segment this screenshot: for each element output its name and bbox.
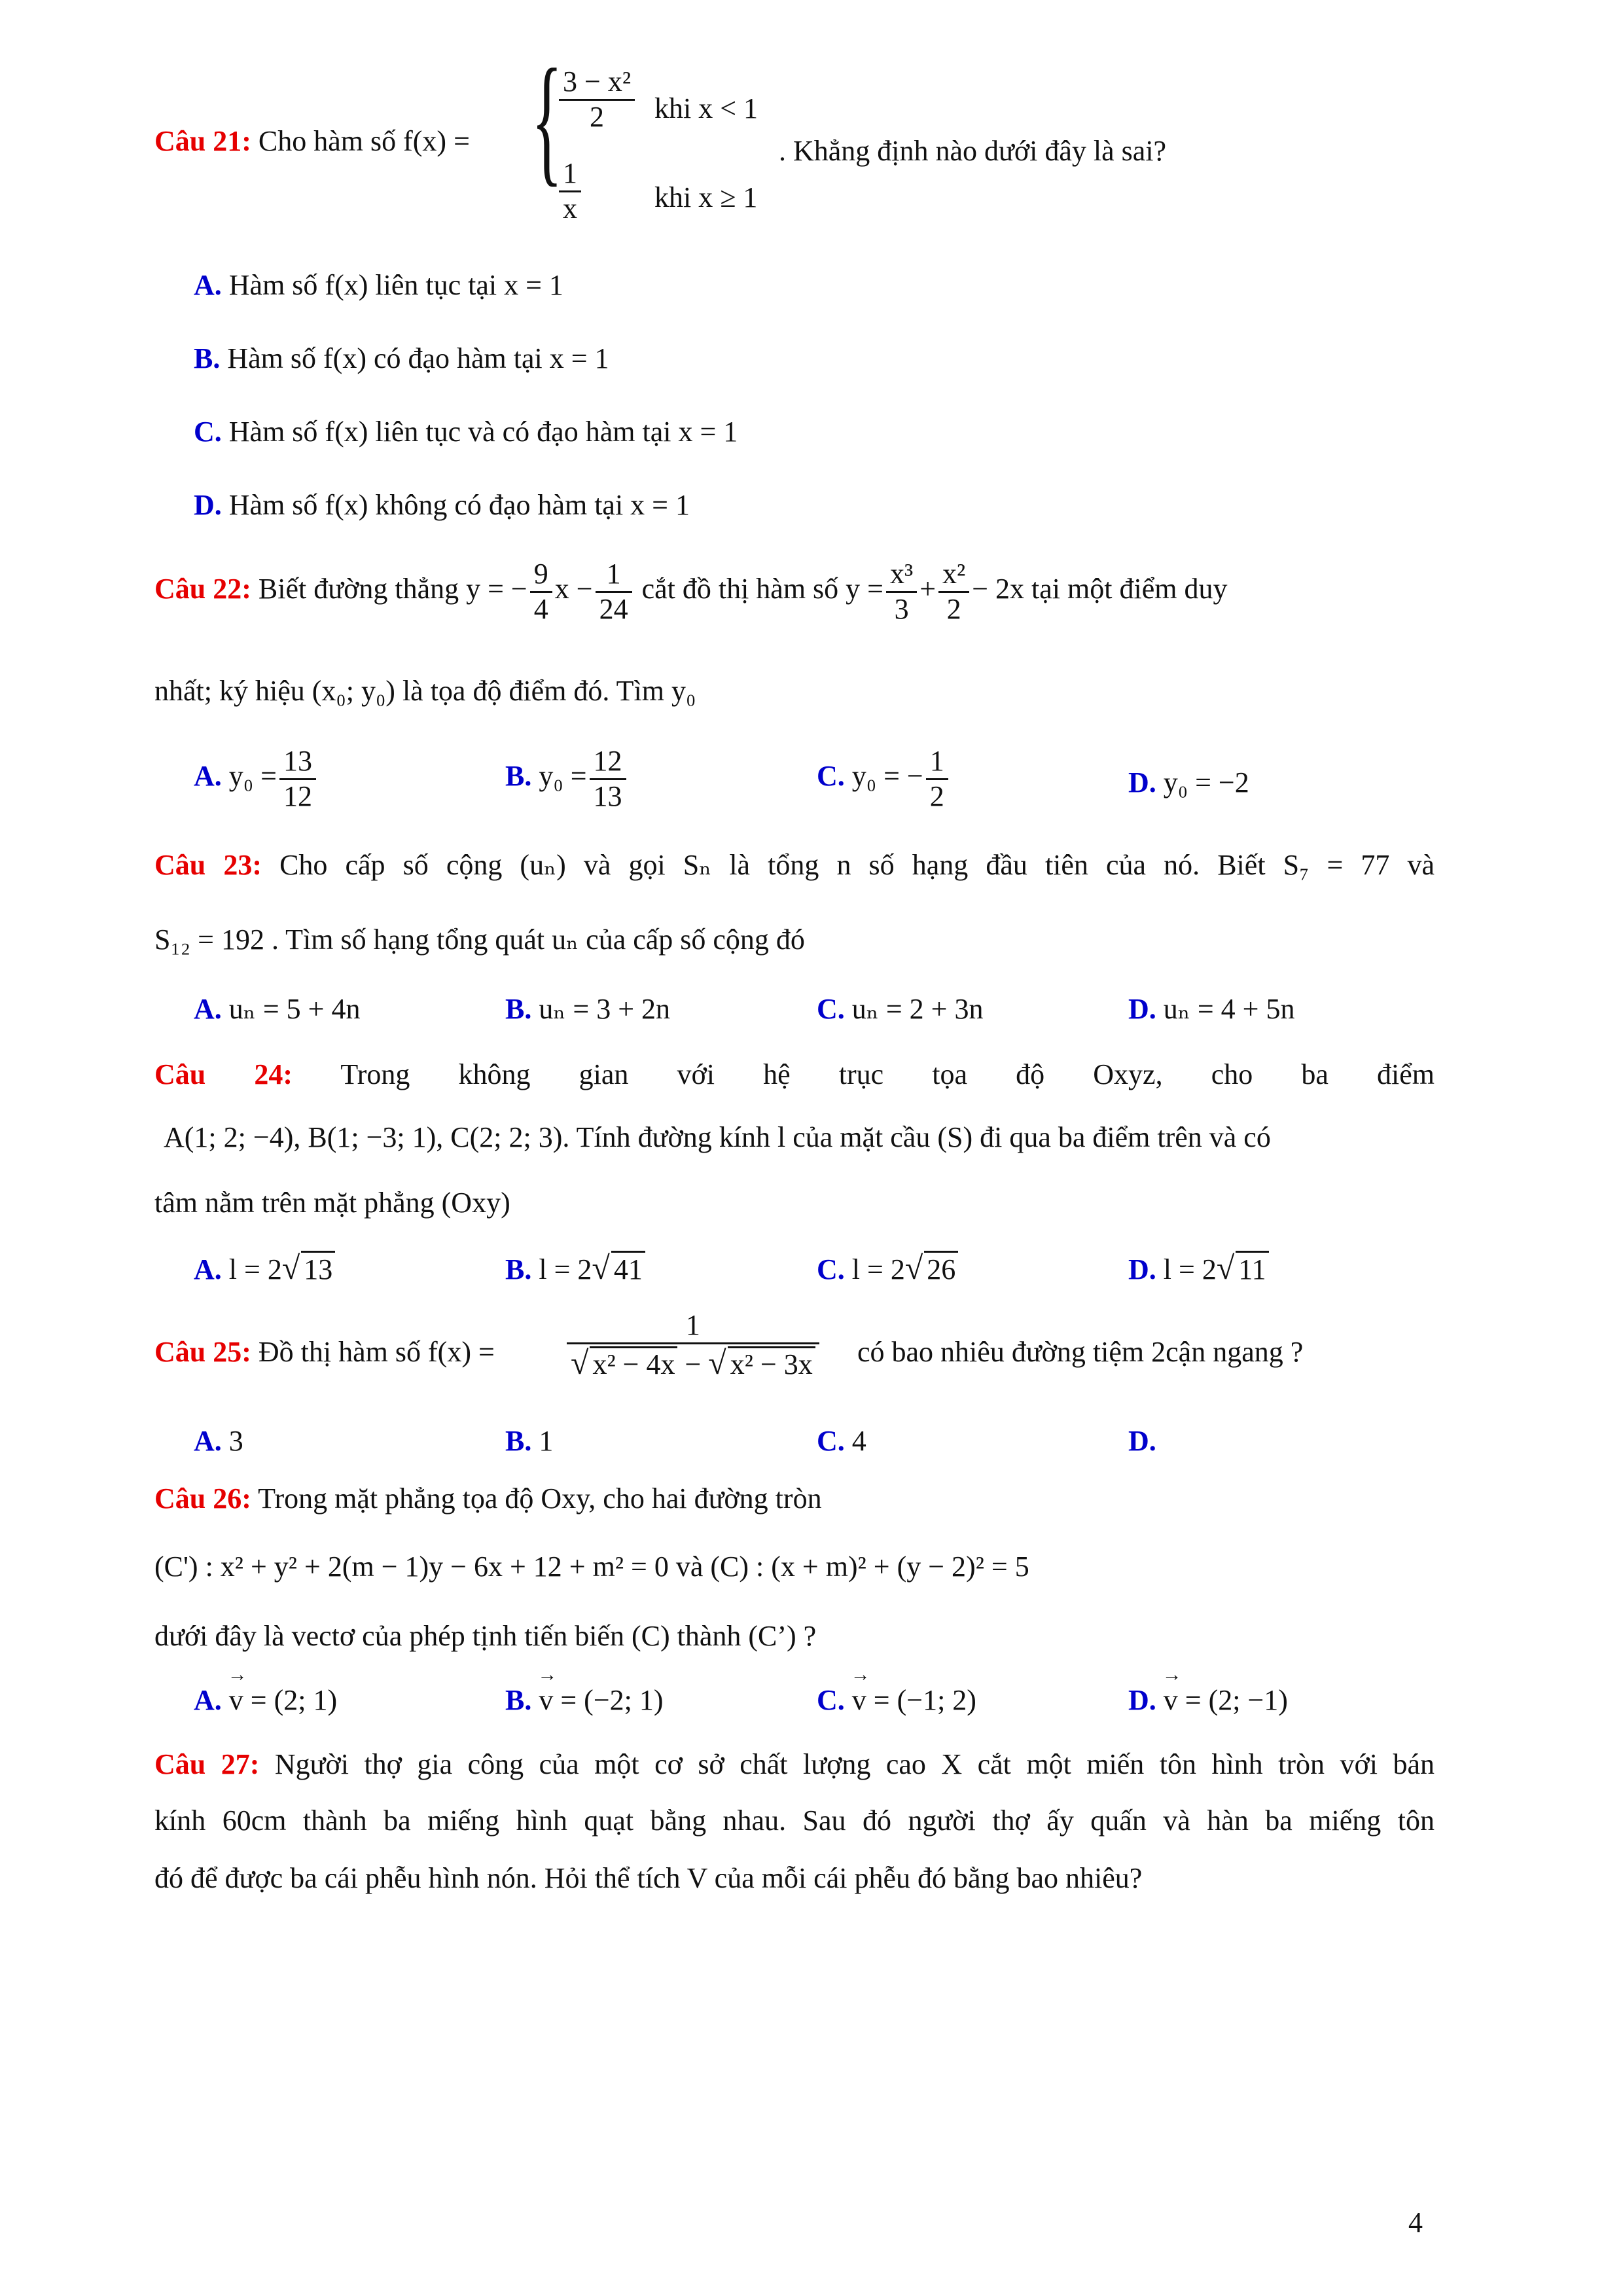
q22-option-a [194, 745, 319, 813]
option-text: = (2; −1) [1177, 1684, 1288, 1716]
radicand: x² − 4x [590, 1346, 677, 1382]
numerator: 13 [279, 745, 316, 780]
radicand: 11 [1236, 1251, 1268, 1286]
q21-stem [154, 124, 470, 158]
q25-option-c [817, 1424, 866, 1458]
option-text: y₀ = [539, 760, 587, 793]
q27-label: Câu 27: [154, 1748, 260, 1780]
q23-label: Câu 23: [154, 849, 262, 881]
option-label: B. [505, 1425, 532, 1457]
radicand: 41 [611, 1251, 645, 1286]
q21-option-a [194, 268, 563, 302]
sqrt-icon: √ [571, 1344, 589, 1381]
numerator: x² [938, 558, 969, 593]
q21-piece1-condition: khi x < 1 [654, 92, 758, 124]
q22-fraction-x2-2 [938, 558, 969, 626]
option-text: l = 2 [1163, 1253, 1217, 1285]
option-label: D. [194, 489, 222, 521]
option-text: 4 [851, 1425, 866, 1457]
option-label: A. [194, 1684, 222, 1716]
q21-option-b [194, 342, 609, 375]
q25-stem [154, 1335, 495, 1369]
denominator: √ x² − 4x − √ x² − 3x [567, 1344, 819, 1382]
vector-v: → v [1164, 1683, 1178, 1717]
option-label: A. [194, 269, 222, 301]
q21-piece2-condition: khi x ≥ 1 [654, 181, 758, 213]
numerator: 1 [926, 745, 948, 780]
q22-stem-line2: nhất; ký hiệu (x₀; y₀) là tọa độ điểm đó. Tìm y₀ [154, 675, 696, 707]
q27-stem-line2 [154, 1804, 1435, 1837]
q25-fraction [567, 1309, 819, 1382]
option-label: B. [505, 993, 532, 1025]
option-label: B. [505, 1253, 532, 1285]
radicand: 26 [924, 1251, 958, 1286]
sqrt-icon: √ [1216, 1249, 1235, 1286]
q22-text: cắt đồ thị hàm số y = [634, 573, 883, 605]
numerator: 1 [596, 558, 632, 593]
option-text: = (2; 1) [243, 1684, 338, 1716]
q22-text: x − [554, 573, 593, 605]
option-label: C. [194, 416, 222, 448]
q24-stem-line3: tâm nằm trên mặt phẳng (Oxy) [154, 1187, 510, 1219]
option-label: A. [194, 760, 222, 793]
option-text: y₀ = [228, 760, 277, 793]
q21-brace: { [531, 39, 563, 199]
q23-option-c [817, 992, 983, 1026]
q25-option-b [505, 1424, 553, 1458]
option-text: l = 2 [851, 1253, 905, 1285]
q21-piece1-fraction [559, 65, 635, 134]
option-text: y₀ = − [851, 760, 923, 793]
q27-text: kính 60cm thành ba miếng hình quạt bằng nhau. Sau đó người thợ ấy quấn và hàn ba miếng tôn [154, 1804, 1435, 1837]
denominator: 3 [894, 592, 909, 625]
denominator: 4 [533, 592, 548, 625]
option-text: 1 [539, 1425, 554, 1457]
q21-piece1-numerator: 3 − x² [559, 65, 635, 101]
option-label: C. [817, 1253, 845, 1285]
q21-option-c [194, 415, 738, 448]
denominator: 2 [946, 592, 961, 625]
q22-label: Câu 22: [154, 573, 251, 605]
q26-option-b [505, 1683, 664, 1717]
q24-text: Trong không gian với hệ trục tọa độ Oxyz, cho ba điểm [340, 1058, 1435, 1090]
option-text: l = 2 [539, 1253, 592, 1285]
q23-stem-line2: S₁₂ = 192 . Tìm số hạng tổng quát uₙ của cấp số cộng đó [154, 924, 805, 956]
option-text: Hàm số f(x) liên tục và có đạo hàm tại x = 1 [228, 416, 738, 448]
q21-label: Câu 21: [154, 125, 251, 157]
option-label: D. [1128, 1253, 1156, 1285]
option-label: B. [194, 342, 221, 374]
option-label: D. [1128, 993, 1156, 1025]
option-label: C. [817, 993, 845, 1025]
option-fraction [590, 745, 626, 813]
q22-fraction-9-4 [530, 558, 552, 626]
page-number: 4 [1408, 2206, 1423, 2238]
denominator: 24 [599, 592, 628, 625]
sqrt-icon: √ [708, 1344, 726, 1381]
option-fraction [926, 745, 948, 813]
radicand: x² − 3x [728, 1346, 815, 1382]
option-text: uₙ = 2 + 3n [851, 993, 984, 1025]
denominator: 13 [593, 780, 622, 812]
sqrt-icon: √ [592, 1249, 610, 1286]
q25-intro: Đồ thị hàm số f(x) = [258, 1336, 495, 1368]
q22-option-b [505, 745, 629, 813]
radicand: 13 [301, 1251, 335, 1286]
vector-v: → v [229, 1683, 243, 1717]
q26-option-c [817, 1683, 976, 1717]
option-text: y₀ = −2 [1163, 766, 1249, 798]
option-label: D. [1128, 1684, 1156, 1716]
option-text: uₙ = 3 + 2n [539, 993, 671, 1025]
vector-v: → v [852, 1683, 866, 1717]
q23-text: Cho cấp số cộng (uₙ) và gọi Sₙ là tổng n số hạng đầu tiên của nó. Biết S₇ = 77 và [279, 849, 1435, 881]
vector-v: → v [539, 1683, 553, 1717]
q22-option-c [817, 745, 951, 813]
q26-option-d [1128, 1683, 1288, 1717]
option-label: C. [817, 1425, 845, 1457]
q26-stem-line1 [154, 1482, 822, 1515]
q25-option-d [1128, 1424, 1156, 1458]
q27-stem-line1 [154, 1748, 1435, 1781]
option-label: A. [194, 1425, 222, 1457]
q21-piece2-denominator: x [563, 192, 577, 224]
option-text: Hàm số f(x) liên tục tại x = 1 [228, 269, 563, 301]
q26-option-a [194, 1683, 337, 1717]
q21-piece2-numerator: 1 [559, 157, 581, 192]
sqrt-icon: √ [281, 1249, 300, 1286]
q22-option-d [1128, 766, 1249, 799]
option-text: uₙ = 4 + 5n [1163, 993, 1295, 1025]
option-text: Hàm số f(x) có đạo hàm tại x = 1 [227, 342, 609, 374]
q23-option-d [1128, 992, 1294, 1026]
denominator: 2 [929, 780, 944, 812]
denominator: 12 [283, 780, 312, 812]
q23-option-b [505, 992, 670, 1026]
numerator: 1 [567, 1309, 819, 1344]
q24-stem-line2: A(1; 2; −4), B(1; −3; 1), C(2; 2; 3). Tính đường kính l của mặt cầu (S) đi qua ba điểm trên và có [164, 1121, 1271, 1153]
option-label: B. [505, 1684, 532, 1716]
option-label: B. [505, 760, 532, 793]
q26-label: Câu 26: [154, 1482, 251, 1515]
q24-option-c [817, 1249, 958, 1287]
option-label: A. [194, 1253, 222, 1285]
q24-option-a [194, 1249, 335, 1287]
sqrt-icon: √ [904, 1249, 923, 1286]
q22-text: Biết đường thẳng y = − [258, 573, 527, 605]
option-text: uₙ = 5 + 4n [228, 993, 361, 1025]
option-text: 3 [228, 1425, 243, 1457]
q27-stem-line3: đó để được ba cái phễu hình nón. Hỏi thể tích V của mỗi cái phễu đó bằng bao nhiêu? [154, 1862, 1143, 1894]
q21-intro: Cho hàm số f(x) = [258, 125, 470, 157]
q23-option-a [194, 992, 360, 1026]
q21-piece2-fraction [559, 157, 581, 225]
q23-stem-line1 [154, 848, 1435, 882]
q21-option-d [194, 488, 690, 522]
option-label: D. [1128, 766, 1156, 798]
option-label: A. [194, 993, 222, 1025]
q25-label: Câu 25: [154, 1336, 251, 1368]
option-text: l = 2 [228, 1253, 282, 1285]
option-text: = (−1; 2) [866, 1684, 976, 1716]
q25-option-a [194, 1424, 243, 1458]
q22-fraction-1-24 [596, 558, 632, 626]
option-label: C. [817, 1684, 845, 1716]
option-fraction [279, 745, 316, 813]
q26-stem-line3: dưới đây là vectơ của phép tịnh tiến biến (C) thành (C’) ? [154, 1620, 817, 1652]
q24-label: Câu 24: [154, 1058, 293, 1090]
option-text: Hàm số f(x) không có đạo hàm tại x = 1 [228, 489, 690, 521]
option-label: C. [817, 760, 845, 793]
q22-fraction-x3-3 [886, 558, 917, 626]
option-text: = (−2; 1) [553, 1684, 664, 1716]
q21-piece1-denominator: 2 [590, 100, 604, 133]
q26-text: Trong mặt phẳng tọa độ Oxy, cho hai đường tròn [258, 1482, 822, 1515]
q24-option-d [1128, 1249, 1269, 1287]
numerator: 9 [530, 558, 552, 593]
q22-text: − 2x tại một điểm duy [972, 573, 1228, 605]
q24-stem-line1 [154, 1058, 1435, 1091]
q21-tail: . Khẳng định nào dưới đây là sai? [779, 135, 1167, 167]
q22-stem-line1 [154, 558, 1435, 626]
q24-option-b [505, 1249, 645, 1287]
q25-tail: có bao nhiêu đường tiệm 2cận ngang ? [857, 1336, 1304, 1368]
q27-text: Người thợ gia công của một cơ sở chất lượng cao X cắt một miến tôn hình tròn với bán [274, 1748, 1435, 1780]
q22-text: + [919, 573, 936, 605]
numerator: x³ [886, 558, 917, 593]
option-label: D. [1128, 1425, 1156, 1457]
q26-stem-line2: (C') : x² + y² + 2(m − 1)y − 6x + 12 + m² = 0 và (C) : (x + m)² + (y − 2)² = 5 [154, 1551, 1029, 1583]
numerator: 12 [590, 745, 626, 780]
